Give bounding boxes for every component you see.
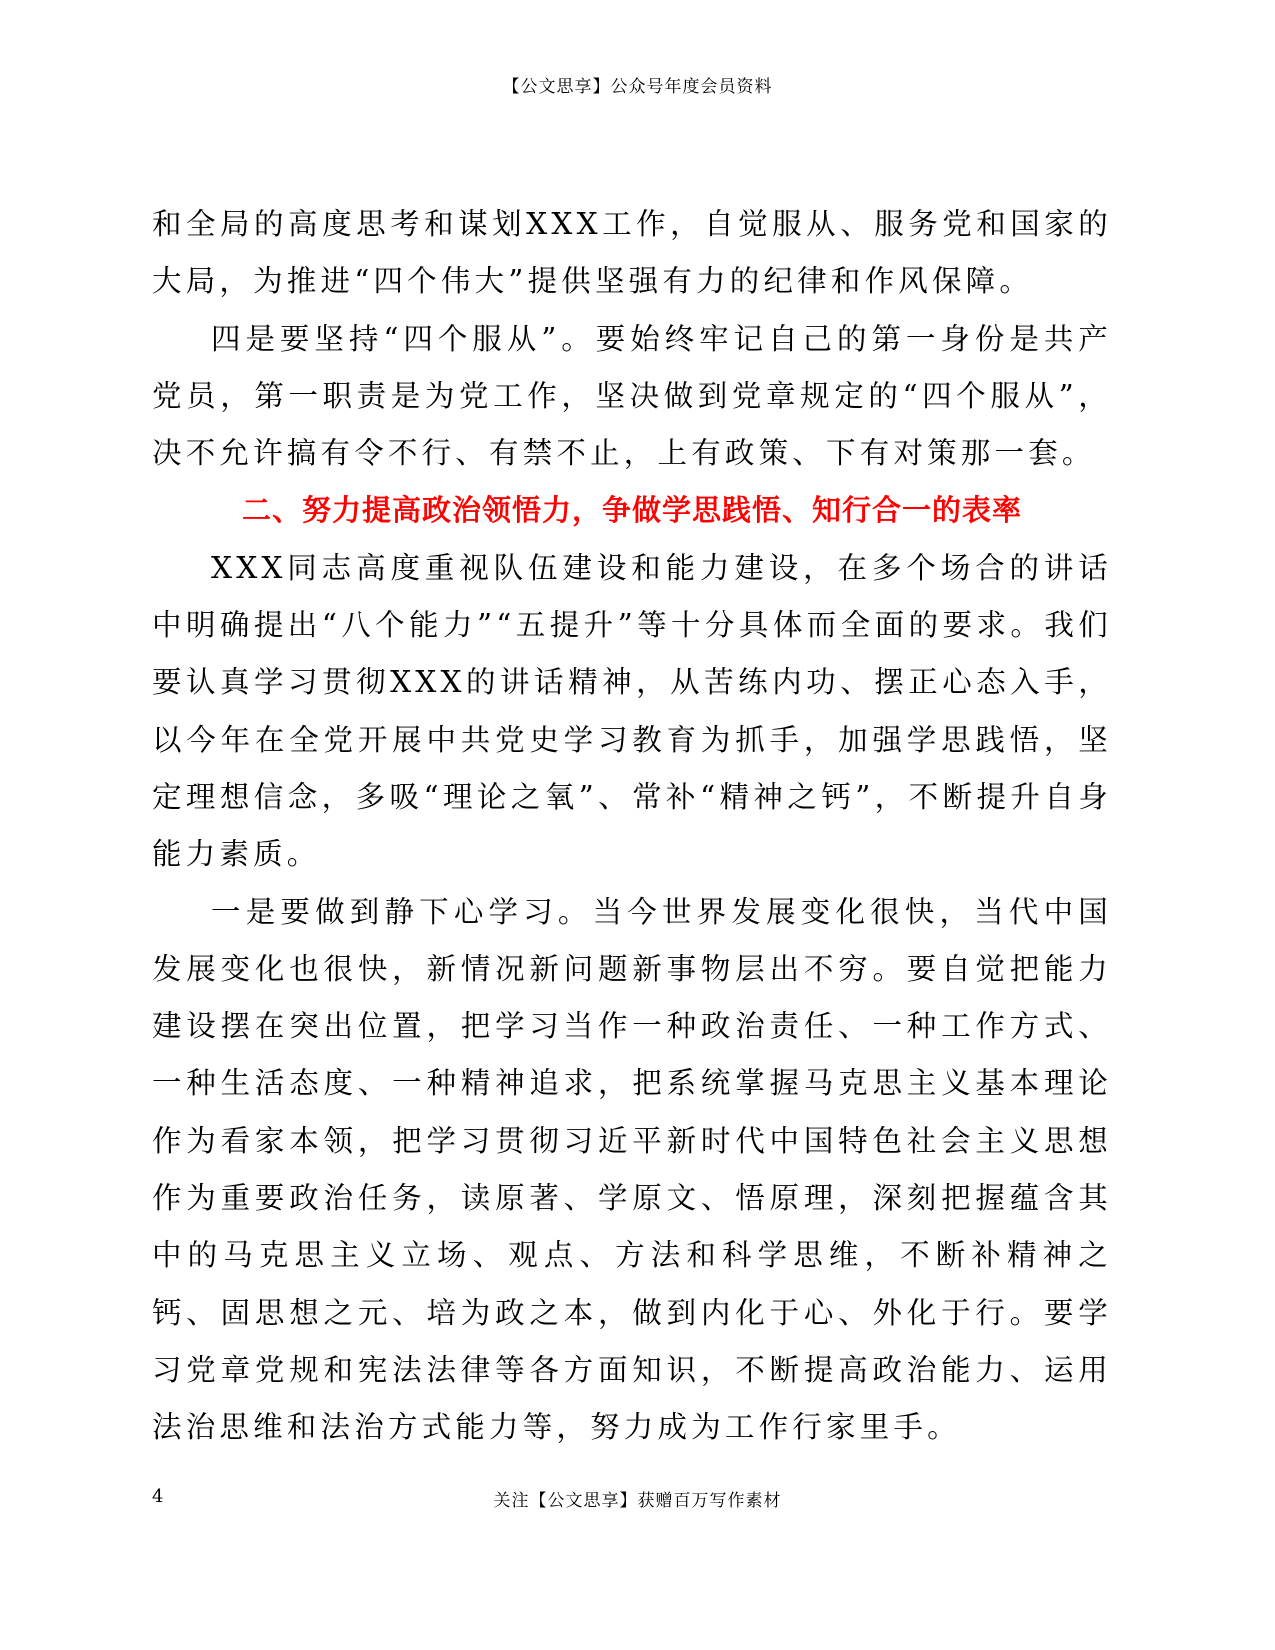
section-heading: 二、努力提高政治领悟力，争做学思践悟、知行合一的表率 — [241, 493, 1022, 528]
paragraph-capacity-building: XXX同志高度重视队伍建设和能力建设，在多个场合的讲话中明确提出“八个能力”“五提升”等十分具体而全面的要求。我们要认真学习贯彻XXX的讲话精神，从苦练内功、摆正心态入手，以今年在全党开展中共党史学习教育为抓手，加强学思践悟，坚定理想信念，多吸“理论之氧”、常补“精神之钙”，不断提升自身能力素质。 — [152, 550, 1112, 872]
paragraph-four-obey: 四是要坚持“四个服从”。要始终牢记自己的第一身份是共产党员，第一职责是为党工作，坚决做到党章规定的“四个服从”，决不允许搞有令不行、有禁不止，上有政策、下有对策那一套。 — [152, 321, 1112, 471]
page-footer: 关注【公文思享】获赠百万写作素材 — [493, 1491, 782, 1511]
paragraph-continuation: 和全局的高度思考和谋划XXX工作，自觉服从、服务党和国家的大局，为推进“四个伟大”提供坚强有力的纪律和作风保障。 — [152, 207, 1112, 299]
page-number: 4 — [152, 1486, 164, 1507]
paragraph-study: 一是要做到静下心学习。当今世界发展变化很快，当代中国发展变化也很快，新情况新问题新事物层出不穷。要自觉把能力建设摆在突出位置，把学习当作一种政治责任、一种工作方式、一种生活态度、一种精神追求，把系统掌握马克思主义基本理论作为看家本领，把学习贯彻习近平新时代中国特色社会主义思想作为重要政治任务，读原著、学原文、悟原理，深刻把握蕴含其中的马克思主义立场、观点、方法和科学思维，不断补精神之钙、固思想之元、培为政之本，做到内化于心、外化于行。要学习党章党规和宪法法律等各方面知识，不断提高政治能力、运用法治思维和法治方式能力等，努力成为工作行家里手。 — [152, 894, 1112, 1445]
page-header: 【公文思享】公众号年度会员资料 — [502, 77, 773, 97]
document-body — [152, 196, 1112, 1457]
